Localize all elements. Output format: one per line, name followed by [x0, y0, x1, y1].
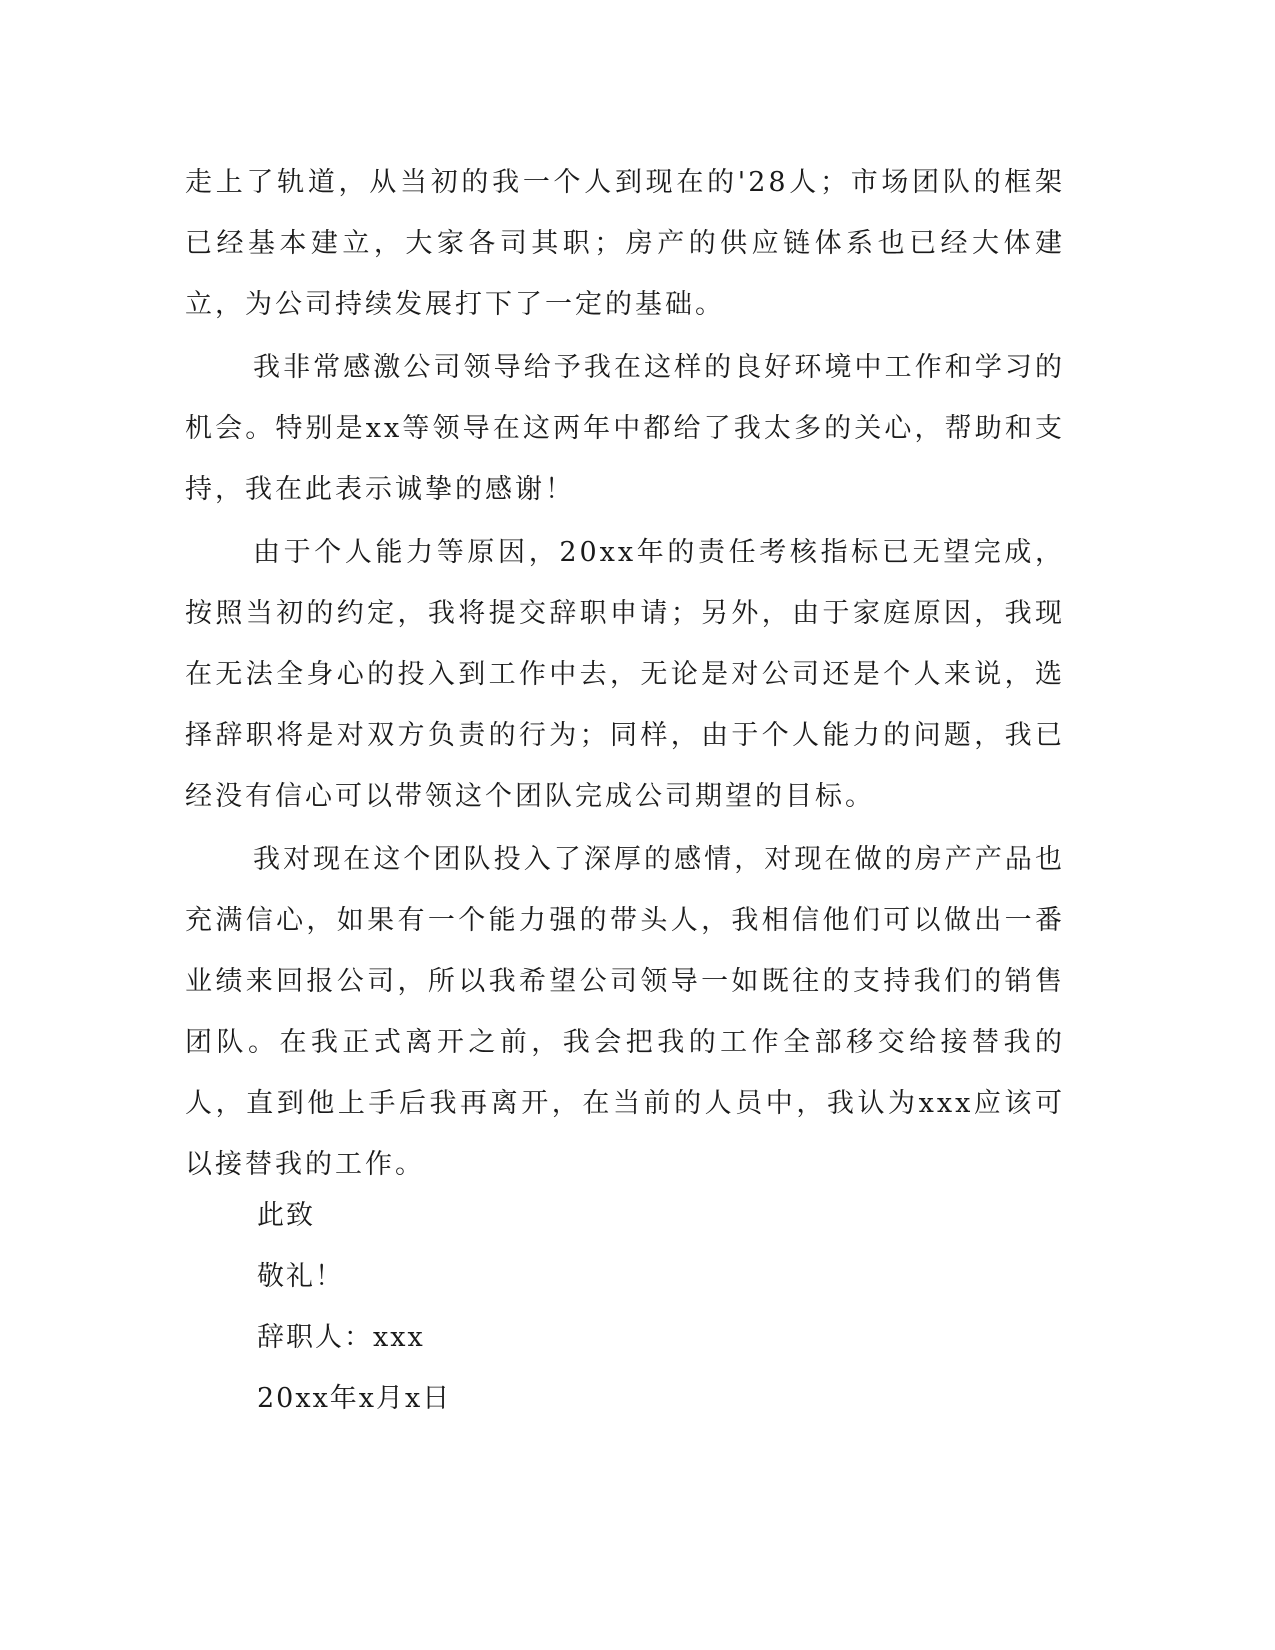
closing-salutation: 此致: [257, 1200, 315, 1231]
paragraph-continuation: 走上了轨道，从当初的我一个人到现在的'28人；市场团队的框架已经基本建立，大家各司其职；房产的供应链体系也已经大体建立，为公司持续发展打下了一定的基础。: [185, 167, 1065, 320]
closing-respect: 敬礼！: [257, 1261, 344, 1292]
paragraph-gratitude: 我非常感激公司领导给予我在这样的良好环境中工作和学习的机会。特别是xx等领导在这两年中都给了我太多的关心，帮助和支持，我在此表示诚挚的感谢！: [185, 352, 1065, 505]
signer-name: 辞职人：xxx: [257, 1322, 425, 1353]
paragraph-resignation-reason: 由于个人能力等原因，20xx年的责任考核指标已无望完成，按照当初的约定，我将提交辞职申请；另外，由于家庭原因，我现在无法全身心的投入到工作中去，无论是对公司还是个人来说，选择辞职将是对双方负责的行为；同样，由于个人能力的问题，我已经没有信心可以带领这个团队完成公司期望的目标。: [185, 537, 1065, 812]
letter-closing: [257, 1185, 757, 1429]
letter-date: 20xx年x月x日: [257, 1383, 452, 1414]
letter-body: [185, 152, 1065, 1197]
paragraph-team-handover: 我对现在这个团队投入了深厚的感情，对现在做的房产产品也充满信心，如果有一个能力强的带头人，我相信他们可以做出一番业绩来回报公司，所以我希望公司领导一如既往的支持我们的销售团队。在我正式离开之前，我会把我的工作全部移交给接替我的人，直到他上手后我再离开，在当前的人员中，我认为xxx应该可以接替我的工作。: [185, 844, 1065, 1180]
